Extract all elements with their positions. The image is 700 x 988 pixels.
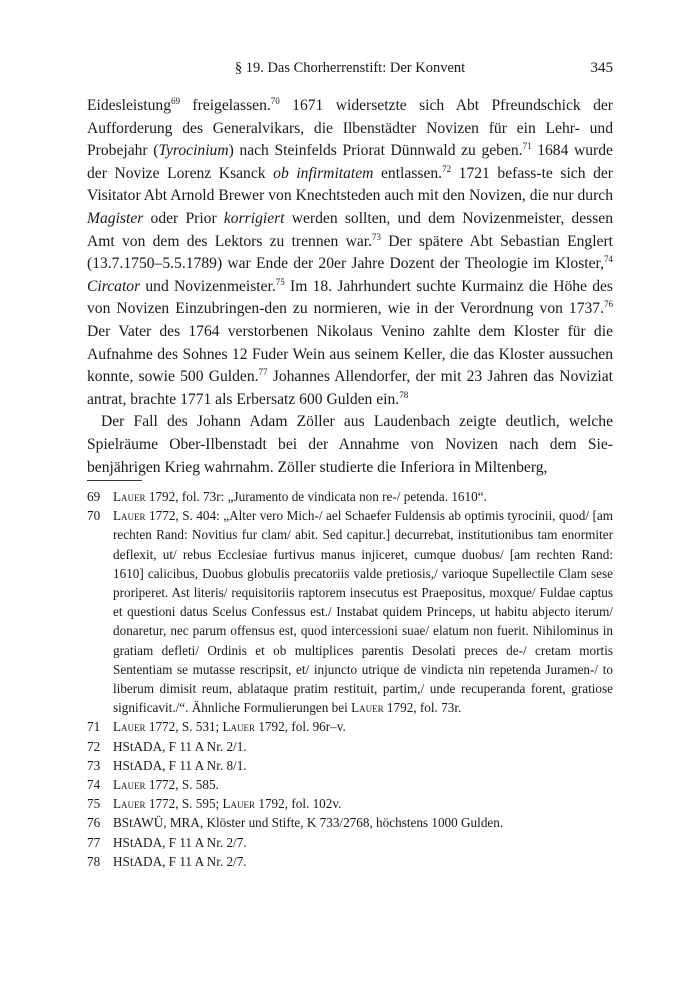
running-title: § 19. Das Chorherrenstift: Der Konvent	[234, 60, 466, 76]
footnote-text: 1772, S. 585.	[145, 777, 219, 793]
text-run: Der spätere Abt Sebastian Englert (13.7.1750–5.5.1789) war Ende der 20er Jahre Dozent der Theologie im Kloster,	[87, 232, 614, 273]
footnote-author: Lauer	[351, 700, 384, 716]
footnote-number: 78	[87, 853, 101, 869]
footnote-author: Lauer	[222, 719, 256, 735]
footnote-author: Lauer	[222, 796, 256, 812]
italic-term: ob infirmitatem	[273, 164, 374, 182]
footnote-author: Lauer	[113, 796, 146, 812]
footnote-ref-69[interactable]: 69	[171, 95, 181, 106]
text-run: Im 18. Jahrhundert suchte Kurmainz die Höhe des von Novizen Einzubringen-den zu normieren, wie in der Verordnung von 1737.	[87, 277, 614, 318]
text-run: Eidesleistung	[87, 97, 172, 114]
text-run: und Novizenmeister.	[140, 277, 276, 295]
footnote-text: 1792, fol. 73r: „Juramento de vindicata non re-/ petenda. 1610“.	[145, 489, 487, 504]
footnote-78	[87, 852, 613, 871]
italic-term: Circator	[87, 277, 141, 295]
footnote-text: 1772, S. 595;	[145, 796, 223, 812]
footnote-ref-73[interactable]: 73	[372, 231, 382, 242]
footnote-text: BStAWÜ, MRA, Klöster und Stifte, K 733/2768, höchstens 1000 Gulden.	[113, 815, 504, 831]
footnote-text: HStADA, F 11 A Nr. 2/7.	[113, 853, 247, 869]
footnote-69	[87, 487, 613, 506]
footnote-number: 69	[87, 489, 101, 504]
footnote-ref-72[interactable]: 72	[442, 163, 452, 174]
footnote-73	[87, 756, 613, 775]
footnote-number: 74	[87, 777, 101, 793]
footnotes	[87, 487, 613, 871]
text-run: entlassen.	[373, 164, 443, 182]
italic-term: Magister	[87, 209, 144, 227]
footnote-ref-71[interactable]: 71	[522, 141, 532, 151]
footnote-text: 1792, fol. 73r.	[383, 700, 462, 716]
footnote-ref-74[interactable]: 74	[604, 253, 613, 264]
footnote-text: HStADA, F 11 A Nr. 8/1.	[113, 757, 247, 773]
footnote-ref-76[interactable]: 76	[604, 299, 613, 310]
footnote-number: 75	[87, 796, 101, 812]
footnote-70	[87, 506, 613, 717]
footnote-author: Lauer	[113, 489, 146, 504]
text-run: freigelassen.	[180, 97, 271, 114]
paragraph-1	[87, 95, 613, 411]
footnote-77	[87, 833, 613, 852]
italic-term: Tyrocinium	[158, 142, 229, 160]
footnote-number: 76	[87, 815, 101, 831]
text-run: 1684 wurde der Novize Lorenz Ksanck	[87, 142, 613, 182]
footnote-text: HStADA, F 11 A Nr. 2/7.	[113, 834, 247, 850]
footnote-ref-75[interactable]: 75	[275, 276, 285, 287]
footnote-74	[87, 775, 613, 794]
footnote-author: Lauer	[113, 508, 146, 524]
footnote-75	[87, 794, 613, 813]
footnote-number: 70	[87, 508, 101, 524]
text-run: 1721 befass-te sich der Visitator Abt Arnold Brewer von Knechtsteden auch mit den Novizen, die nur durch	[87, 164, 613, 205]
text-run: Johannes Allendorfer, der mit 23 Jahren das Noviziat antrat, brachte 1771 als Erbersatz 600 Gulden ein.	[87, 368, 613, 408]
page-number: 345	[590, 60, 613, 76]
footnote-71	[87, 717, 613, 736]
footnote-text: 1792, fol. 102v.	[255, 796, 342, 812]
footnote-number: 72	[87, 738, 101, 754]
footnote-text: 1772, S. 531;	[145, 719, 223, 735]
running-header	[87, 60, 613, 80]
paragraph-2: Der Fall des Johann Adam Zöller aus Laudenbach zeigte deutlich, welche Spielräume Ober-Ilbenstadt bei der Annahme von Novizen nach dem Sie-benjährigen Krieg wahrnahm. Zöller studierte die Inferiora in Miltenberg,	[87, 413, 613, 476]
footnote-number: 73	[87, 757, 101, 773]
italic-term: korrigiert	[223, 209, 285, 227]
footnote-ref-70[interactable]: 70	[270, 95, 280, 106]
footnote-number: 77	[87, 834, 101, 850]
footnote-author: Lauer	[113, 719, 146, 735]
text-run: Der Vater des 1764 verstorbenen Nikolaus Venino zahlte dem Kloster für die Aufnahme des Sohnes 12 Fuder Wein aus seinem Keller, die das Kloster aussuchen konnte, sowie 500 Gulden.	[87, 322, 613, 386]
footnote-author: Lauer	[113, 777, 146, 793]
footnote-ref-78[interactable]: 78	[399, 389, 409, 400]
footnote-76	[87, 813, 613, 832]
footnote-ref-77[interactable]: 77	[258, 366, 268, 377]
footnote-text: HStADA, F 11 A Nr. 2/1.	[113, 738, 247, 754]
text-run: ) nach Steinfelds Priorat Dünnwald zu geben.	[228, 142, 523, 160]
footnote-72	[87, 737, 613, 756]
main-text	[87, 95, 613, 479]
text-run: oder Prior	[143, 209, 224, 227]
footnote-number: 71	[87, 719, 101, 735]
footnote-text: 1792, fol. 96r–v.	[255, 719, 346, 735]
footnote-divider	[87, 480, 142, 481]
text-run: werden sollten, und dem Novizenmeister, dessen Amt von dem des Lektors zu trennen war.	[87, 209, 614, 250]
text-run: 1671 widersetzte sich Abt Pfreundschick der Aufforderung des Generalvikars, die Ilbenstädter Novizen für ein Lehr- und Probejahr (	[87, 97, 613, 160]
footnote-text: 1772, S. 404: „Alter vero Mich-/ ael Schaefer Fuldensis ab optimis tyrocinii, quod/ [am rechten Rand: Novitius fur clam/ abit. Sed capitur.] decurrebat, institutionibus tam enormiter deflexit, ut/ rebus Ecclesiae furtivus manus injiceret, cumque duobus/ [am rechten Rand: 1610] calicibus, Duobus globulis precatoriis valde pretiosis,/ varioque Supellectile Clam sese proriperet. Ast literis/ requisitoriis raptorem insecutus est Praepositus, moxque/ Fuldae captus et questioni datus Scelus Confessus est./ Instabat quidem Princeps, ut habitu abjecto iterum/ donaretur, nec parum offensus est, quod intercessioni suae/ elatum non fuerit. Nihilominus in gratiam defleti/ Ordinis et ob multiplices parentis Desolati preces de-/ cretam mortis Sententiam se mutasse rescripsit, et/ injuncto utrique de vindicta nin repetenda Juramen-/ to liberum dimisit reum, ablataque pratim restituit, partim,/ unde recuperanda forent, gratiose significavit./“. Ähnliche Formulierungen bei	[113, 508, 613, 716]
